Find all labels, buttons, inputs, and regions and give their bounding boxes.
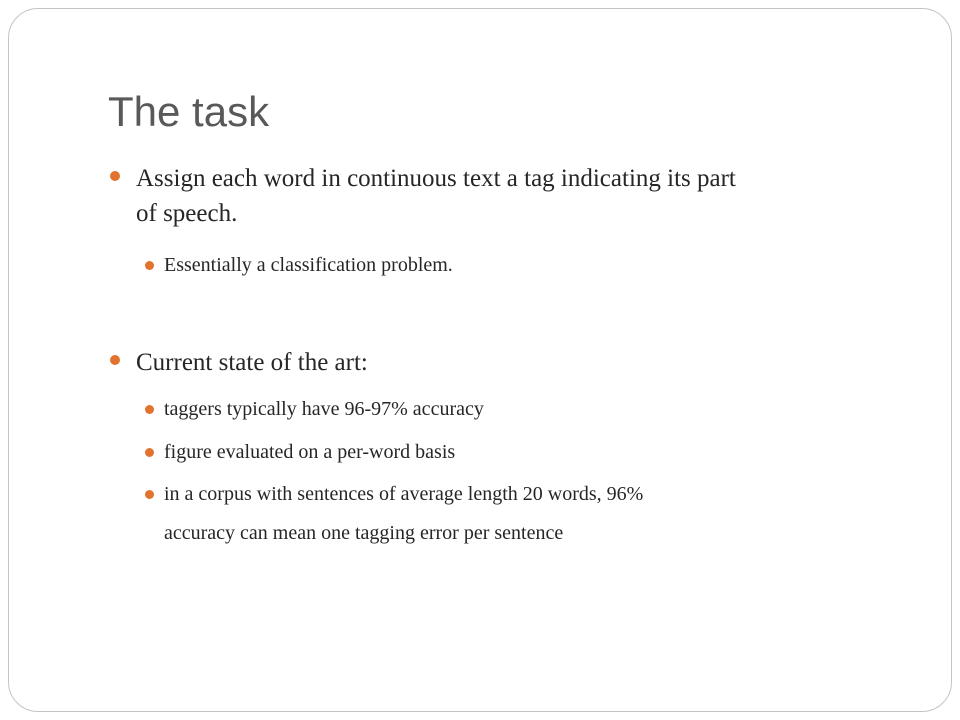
sub-bullet-icon: [145, 448, 154, 457]
bullet-text: Assign each word in continuous text a tag indicating its part: [136, 165, 736, 192]
sub-bullet-text-continuation: accuracy can mean one tagging error per sentence: [164, 522, 564, 544]
bullet-icon: [110, 171, 120, 181]
sub-bullet-text: in a corpus with sentences of average length 20 words, 96%: [164, 483, 644, 505]
sub-bullet-text: taggers typically have 96-97% accuracy: [164, 398, 484, 420]
sub-bullet-icon: [145, 261, 154, 270]
sub-bullet-text: figure evaluated on a per-word basis: [164, 441, 456, 463]
sub-bullet-icon: [145, 490, 154, 499]
bullet-text-continuation: of speech.: [136, 200, 238, 227]
sub-bullet-text: Essentially a classification problem.: [164, 254, 453, 276]
slide-title: The task: [108, 88, 270, 135]
bullet-text: Current state of the art:: [136, 349, 368, 376]
sub-bullet-icon: [145, 405, 154, 414]
bullet-icon: [110, 355, 120, 365]
